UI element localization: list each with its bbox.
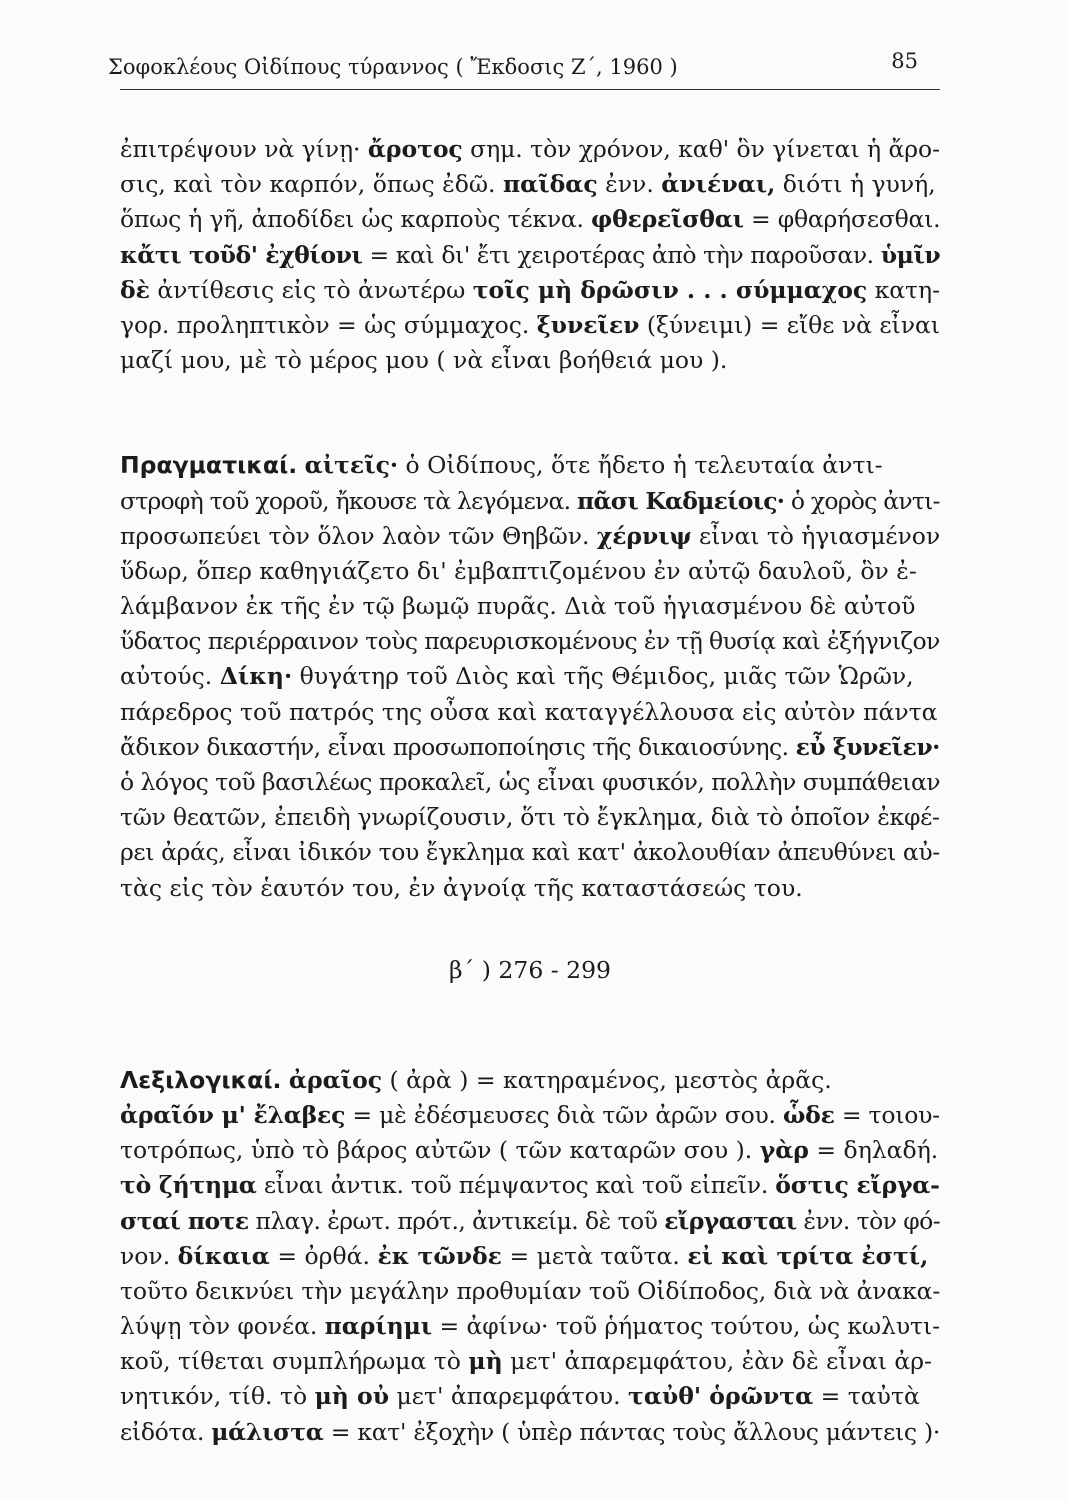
- text-line: [120, 343, 940, 378]
- page-number: 85: [891, 49, 918, 73]
- lemma-term: ταὐθ' ὁρῶντα: [628, 1382, 814, 1411]
- text-run: = ἀφίνω· τοῦ ῥήματος τούτου, ὡς κωλυτι-: [432, 1312, 940, 1341]
- text-line: [120, 589, 940, 624]
- text-run: [297, 451, 304, 479]
- text-run: μετ' ἀπαρεμφάτου.: [389, 1382, 629, 1411]
- text-line: [120, 659, 940, 694]
- lemma-term: μὴ: [468, 1347, 503, 1376]
- text-line: [120, 1168, 940, 1203]
- text-run: ἄδικον δικαστήν, εἶναι προσωποποίησις τῆς δικαιοσύνης.: [120, 732, 796, 761]
- text-run: ἐνν. τὸν φό-: [796, 1206, 941, 1235]
- text-run: μαζί μου, μὲ τὸ μέρος μου ( νὰ εἶναι βοήθειά μου ).: [120, 346, 728, 375]
- text-line: [120, 765, 940, 800]
- text-run: σημ. τὸν χρόνον, καθ' ὃν γίνεται ἡ ἄρο-: [462, 135, 940, 163]
- text-run: ἐπιτρέψουν νὰ γίνῃ·: [120, 135, 368, 163]
- text-run: πάρεδρος τοῦ πατρός της οὖσα καὶ καταγγέλλουσα εἰς αὐτὸν πάντα: [120, 697, 938, 726]
- section-heading: Λεξιλογικαί.: [120, 1065, 282, 1094]
- text-line: [120, 871, 940, 906]
- text-line: [120, 202, 940, 237]
- lemma-term: πᾶσι Καδμείοις·: [577, 486, 785, 515]
- lemma-term: ὑμῖν: [880, 240, 941, 269]
- text-run: λάμβανον ἐκ τῆς ἐν τῷ βωμῷ πυρᾶς. Διὰ τοῦ ἡγιασμένου δὲ αὐτοῦ: [120, 592, 916, 621]
- text-run: ( ἀρὰ ) = κατηραμένος, μεστὸς ἀρᾶς.: [382, 1065, 832, 1094]
- lemma-term: μὴ οὐ: [314, 1382, 390, 1411]
- text-line: [120, 1274, 940, 1309]
- header-title: Σοφοκλέους Οἰδίπους τύραννος ( Ἔκδοσις Ζ΄, 1960 ): [108, 55, 678, 79]
- text-run: κοῦ, τίθεται συμπλήρωμα τὸ: [120, 1347, 469, 1376]
- text-line: [120, 132, 940, 167]
- lemma-term: τὸ ζήτημα: [120, 1171, 257, 1200]
- text-line: [120, 695, 940, 730]
- text-line: [120, 308, 940, 343]
- text-run: = ὀρθά.: [269, 1241, 378, 1270]
- text-run: εἶναι τὸ ἡγιασμένον: [691, 521, 941, 550]
- text-line: [120, 800, 940, 835]
- lemma-term: ἀραῖόν μ' ἔλαβες: [120, 1100, 346, 1129]
- text-run: σις, καὶ τὸν καρπόν, ὅπως ἐδῶ.: [120, 170, 503, 199]
- text-run: προσωπεύει τὸν ὅλον λαὸν τῶν Θηβῶν.: [120, 521, 597, 550]
- text-run: (ξύνειμι) = εἴθε νὰ εἶναι: [639, 310, 940, 339]
- paragraph-factual-notes: [120, 448, 940, 905]
- text-line: [120, 554, 940, 589]
- text-run: = τοιου-: [834, 1100, 940, 1129]
- text-line: [120, 1344, 940, 1379]
- text-line: [120, 448, 940, 483]
- text-run: λύψῃ τὸν φονέα.: [120, 1312, 325, 1341]
- text-run: εἰδότα.: [120, 1417, 212, 1446]
- text-line: [120, 1239, 940, 1274]
- text-run: ὕδατος περιέρραινον τοὺς παρευρισκομένους ἐν τῇ θυσίᾳ καὶ ἐξήγνιζον: [120, 627, 940, 656]
- lemma-term: τοῖς μὴ δρῶσιν . . . σύμμαχος: [472, 275, 868, 304]
- text-run: διότι ἡ γυνή,: [775, 170, 936, 199]
- lemma-term: ἄροτος: [367, 135, 463, 163]
- lemma-term: ὧδε: [783, 1100, 835, 1129]
- text-line: [120, 484, 940, 519]
- text-run: = μετὰ ταῦτα.: [501, 1241, 688, 1270]
- text-run: μετ' ἀπαρεμφάτου, ἐὰν δὲ εἶναι ἀρ-: [502, 1347, 932, 1376]
- text-run: εἶναι ἀντικ. τοῦ πέμψαντος καὶ τοῦ εἰπεῖν.: [256, 1171, 776, 1200]
- text-run: [281, 1066, 288, 1094]
- text-run: ὅπως ἡ γῆ, ἀποδίδει ὡς καρποὺς τέκνα.: [120, 205, 592, 234]
- section-range-heading: β΄ ) 276 - 299: [448, 955, 612, 984]
- lemma-term: ἀνιέναι,: [661, 170, 776, 199]
- lemma-term: δίκαια: [177, 1241, 270, 1270]
- text-line: [120, 1379, 940, 1414]
- text-run: τοτρόπως, ὑπὸ τὸ βάρος αὐτῶν ( τῶν καταρῶν σου ).: [120, 1136, 760, 1165]
- text-run: τῶν θεατῶν, ἐπειδὴ γνωρίζουσιν, ὅτι τὸ ἔγκλημα, διὰ τὸ ὁποῖον ἐκφέ-: [120, 803, 940, 832]
- text-run: ὕδωρ, ὅπερ καθηγιάζετο δι' ἐμβαπτιζομένου ἐν αὐτῷ δαυλοῦ, ὃν ἐ-: [120, 556, 917, 585]
- section-heading: Πραγματικαί.: [120, 451, 298, 480]
- text-run: ρει ἀράς, εἶναι ἰδικόν του ἔγκλημα καὶ κατ' ἀκολουθίαν ἀπευθύνει αὐ-: [120, 838, 940, 867]
- text-line: [120, 519, 940, 554]
- lemma-term: εἰ καὶ τρίτα ἐστί,: [687, 1241, 929, 1270]
- running-header: [108, 45, 940, 90]
- document-page: [108, 45, 941, 1450]
- text-line: [120, 730, 940, 765]
- text-line: [120, 1309, 940, 1344]
- text-run: νον.: [120, 1241, 178, 1270]
- text-run: τοῦτο δεικνύει τὴν μεγάλην προθυμίαν τοῦ Οἰδίποδος, διὰ νὰ ἀνακα-: [120, 1276, 941, 1305]
- text-run: = μὲ ἐδέσμευσες διὰ τῶν ἀρῶν σου.: [345, 1100, 784, 1129]
- lemma-term: φθερεῖσθαι: [591, 205, 744, 234]
- text-line: [120, 167, 940, 202]
- text-line: [120, 1063, 940, 1098]
- lemma-term: γὰρ: [759, 1136, 809, 1165]
- lemma-term: εἴργασται: [664, 1206, 797, 1235]
- text-run: = δηλαδή.: [808, 1136, 939, 1165]
- lemma-term: σταί ποτε: [120, 1206, 249, 1235]
- lemma-term: παῖδας: [502, 170, 598, 199]
- text-run: = καὶ δι' ἔτι χειροτέρας ἀπὸ τὴν παροῦσαν.: [362, 240, 881, 269]
- text-line: [120, 624, 940, 659]
- lemma-term: παρίημι: [324, 1312, 433, 1341]
- text-line: [120, 835, 940, 870]
- lemma-term: μάλιστα: [211, 1417, 324, 1446]
- lemma-term: εὖ ξυνεῖεν·: [795, 732, 940, 761]
- text-line: [120, 1204, 940, 1239]
- lemma-term: ἀραῖος: [288, 1065, 383, 1094]
- lemma-term: ὅστις εἴργα-: [775, 1171, 940, 1200]
- text-line: [120, 238, 940, 273]
- text-run: = ταὐτὰ: [813, 1382, 920, 1411]
- text-line: [120, 1133, 940, 1168]
- lemma-term: Δίκη·: [219, 662, 293, 691]
- text-run: στροφὴ τοῦ χοροῦ, ἤκουσε τὰ λεγόμενα.: [120, 486, 578, 515]
- lemma-term: ξυνεῖεν: [536, 310, 640, 339]
- text-run: = φθαρήσεσθαι.: [743, 205, 941, 234]
- text-run: τὰς εἰς τὸν ἑαυτόν του, ἐν ἀγνοίᾳ τῆς καταστάσεώς του.: [120, 873, 803, 902]
- text-run: ἐνν.: [597, 170, 662, 199]
- text-run: κατη-: [867, 275, 940, 304]
- paragraph-lexical-notes-continued: [120, 132, 940, 378]
- text-run: πλαγ. ἐρωτ. πρότ., ἀντικείμ. δὲ τοῦ: [248, 1206, 665, 1235]
- lemma-term: χέρνιψ: [596, 521, 692, 550]
- text-run: ὁ Οἰδίπους, ὅτε ἤδετο ἡ τελευταία ἀντι-: [398, 451, 883, 480]
- text-line: [120, 1415, 940, 1450]
- text-run: νητικόν, τίθ. τὸ: [120, 1382, 315, 1411]
- text-run: ὁ χορὸς ἀντι-: [784, 486, 940, 515]
- text-run: ἀντίθεσις εἰς τὸ ἀνωτέρω: [149, 275, 473, 304]
- lemma-term: δὲ: [120, 275, 150, 304]
- text-run: ὁ λόγος τοῦ βασιλέως προκαλεῖ, ὡς εἶναι φυσικόν, πολλὴν συμπάθειαν: [120, 768, 941, 796]
- text-run: γορ. προληπτικὸν = ὡς σύμμαχος.: [120, 310, 537, 339]
- lemma-term: ἐκ τῶνδε: [377, 1241, 502, 1270]
- text-line: [120, 273, 940, 308]
- text-run: θυγάτηρ τοῦ Διὸς καὶ τῆς Θέμιδος, μιᾶς τῶν Ὡρῶν,: [292, 662, 914, 691]
- text-run: = κατ' ἐξοχὴν ( ὑπὲρ πάντας τοὺς ἄλλους μάντεις )·: [323, 1417, 941, 1446]
- text-run: αὐτούς.: [120, 662, 220, 691]
- text-line: [120, 1098, 940, 1133]
- paragraph-lexical-notes: [120, 1063, 940, 1450]
- lemma-term: αἰτεῖς·: [304, 451, 399, 480]
- lemma-term: κἄτι τοῦδ' ἐχθίονι: [120, 240, 363, 269]
